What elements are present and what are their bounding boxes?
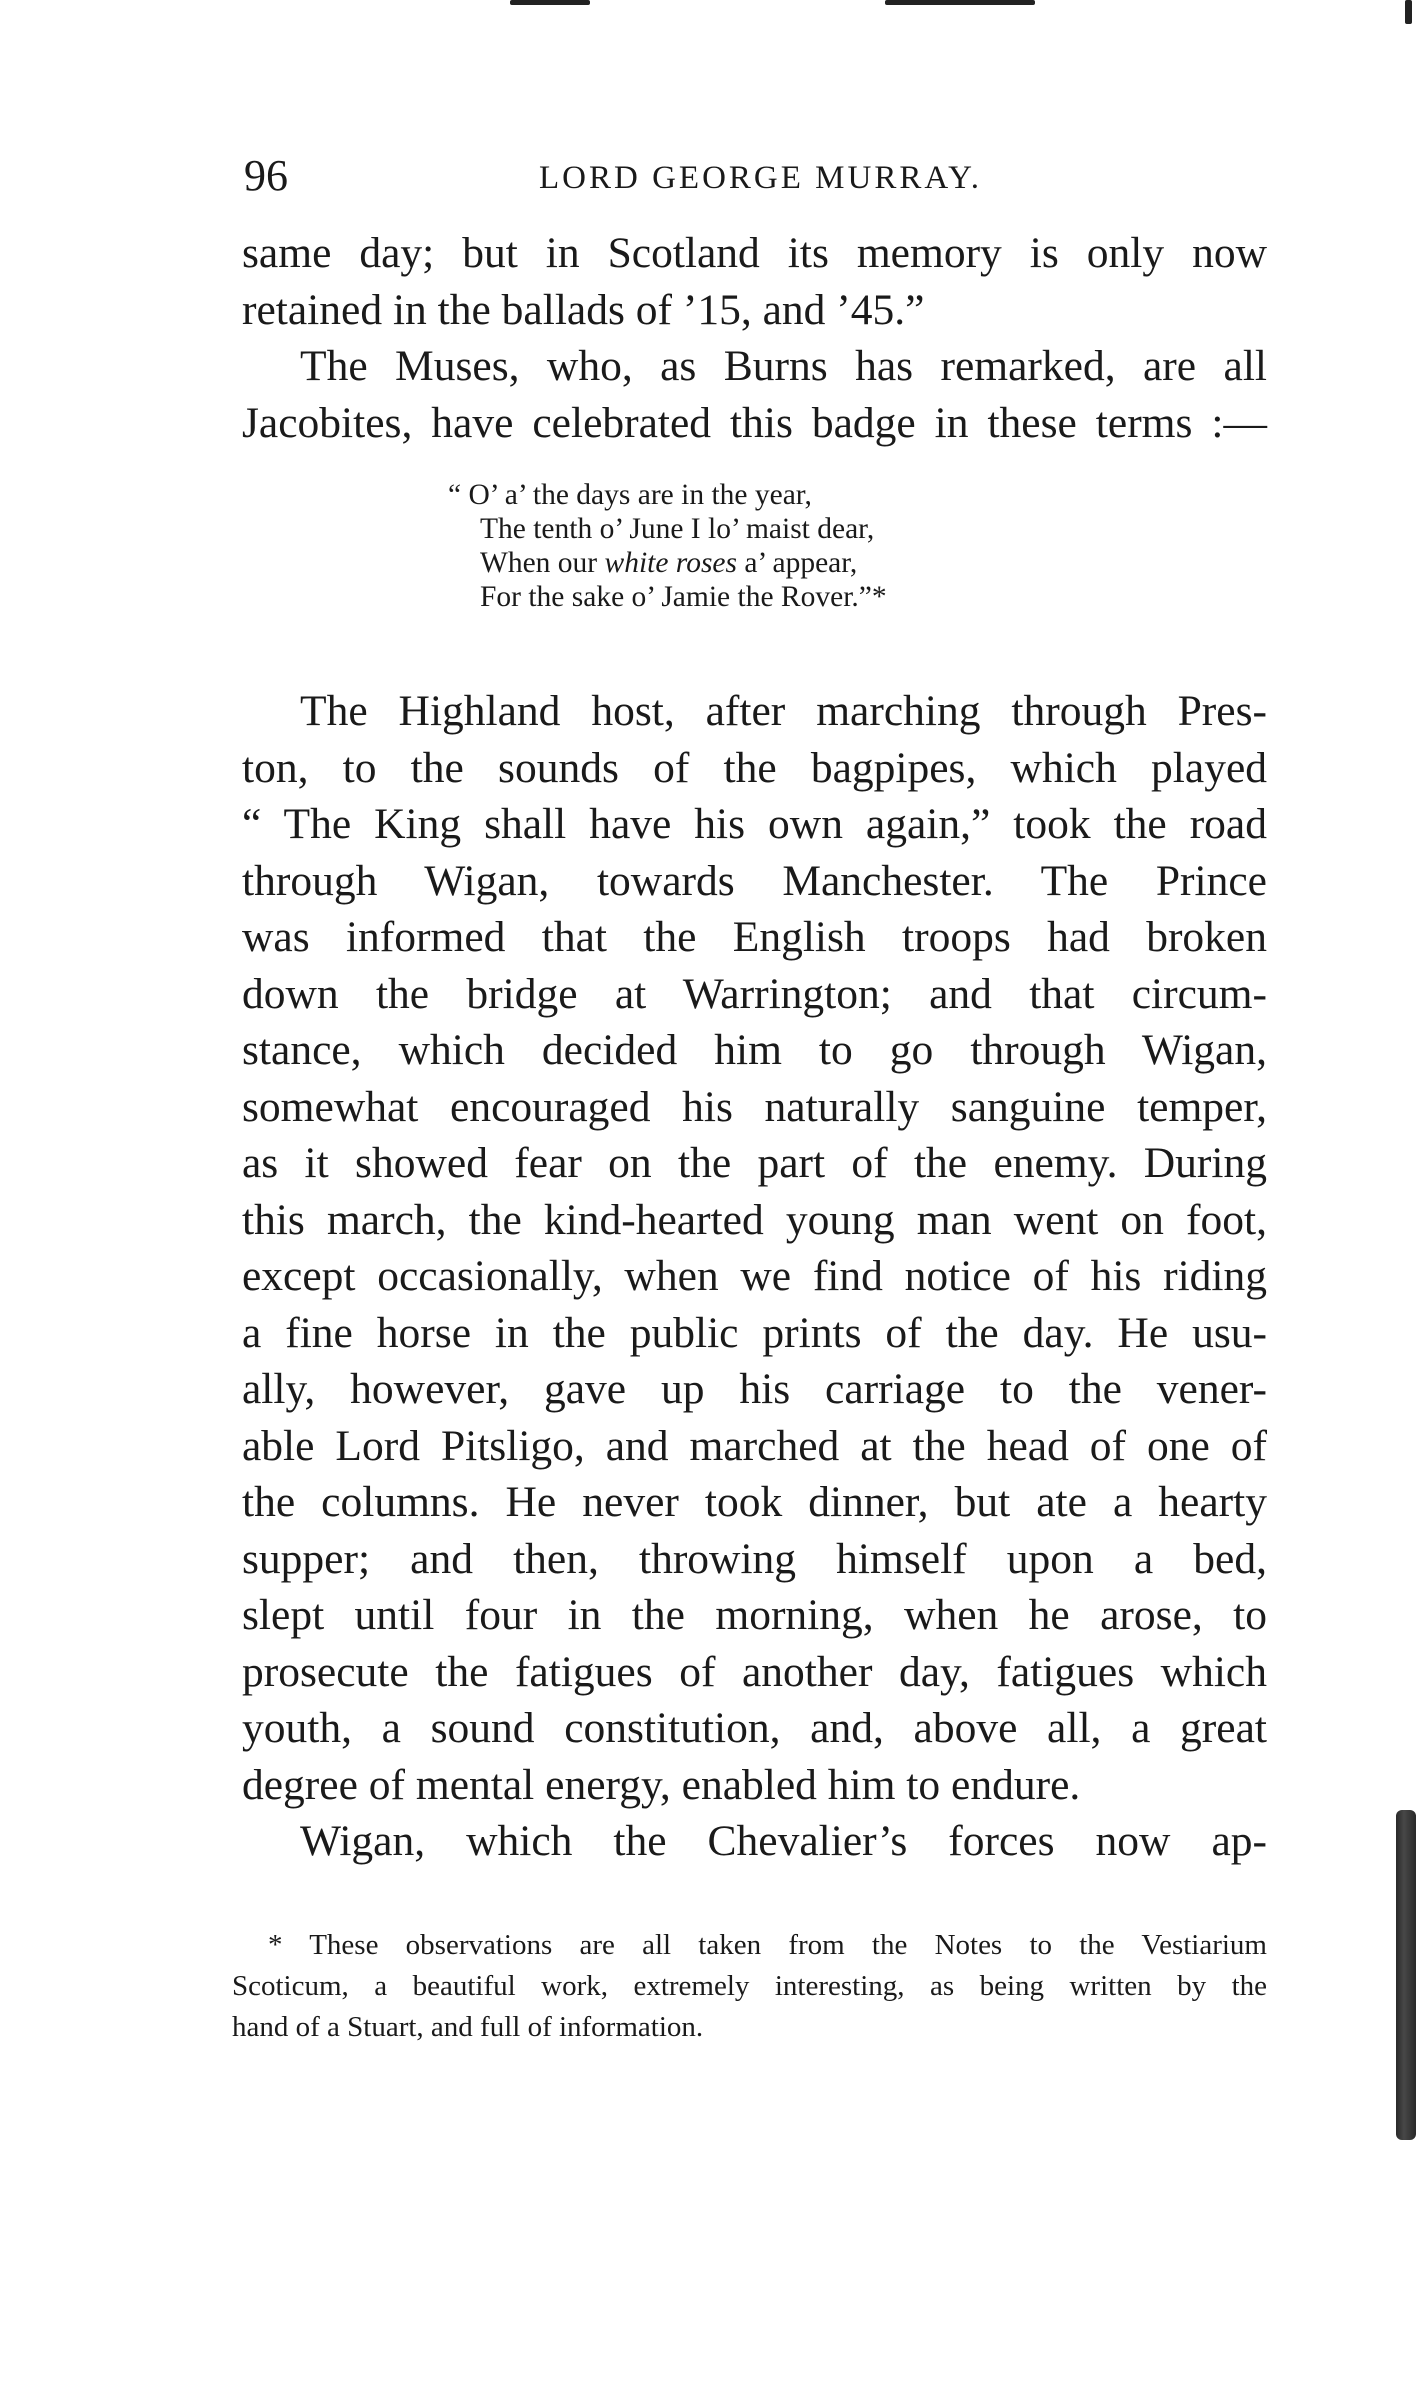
text-line: through Wigan, towards Manchester. The Prince (242, 856, 1267, 905)
text-line: a fine horse in the public prints of the day. He usu- (242, 1308, 1267, 1357)
running-title: LORD GEORGE MURRAY. (539, 160, 982, 196)
text-line: was informed that the English troops had broken (242, 913, 1267, 961)
text-line: degree of mental energy, enabled him to endure. (242, 1760, 1081, 1809)
verse-line: The tenth o’ June I lo’ maist dear, (480, 513, 875, 545)
text-line: supper; and then, throwing himself upon a bed, (242, 1534, 1267, 1583)
footnote-line: * These observations are all taken from the Notes to the Vestiarium (268, 1929, 1267, 1961)
text-line: “ The King shall have his own again,” took the road (242, 800, 1267, 848)
scan-artifact (510, 0, 590, 5)
text-line: youth, a sound constitution, and, above all, a great (242, 1704, 1267, 1752)
text-line: somewhat encouraged his naturally sanguine temper, (242, 1082, 1267, 1131)
scan-artifact (885, 0, 1035, 5)
text-line: stance, which decided him to go through Wigan, (242, 1026, 1267, 1074)
opening-paragraphs (242, 225, 1267, 451)
footnote (232, 1925, 1267, 2048)
text-line: ton, to the sounds of the bagpipes, which played (242, 743, 1267, 792)
text-line: the columns. He never took dinner, but ate a hearty (242, 1478, 1267, 1526)
text-line: down the bridge at Warrington; and that circum- (242, 969, 1267, 1018)
text-line: as it showed fear on the part of the enemy. During (242, 1139, 1267, 1187)
text-line: same day; but in Scotland its memory is only now (242, 229, 1267, 277)
verse-text: a’ appear, (737, 547, 858, 579)
text-line: able Lord Pitsligo, and marched at the head of one of (242, 1421, 1267, 1470)
verse-text: When our (480, 547, 605, 579)
verse-quotation (448, 478, 1068, 614)
verse-italic-text: white roses (604, 547, 737, 579)
verse-line (448, 546, 1068, 580)
text-line: slept until four in the morning, when he arose, to (242, 1591, 1267, 1639)
text-line: The Muses, who, as Burns has remarked, are all (300, 342, 1267, 390)
text-line: except occasionally, when we find notice of his riding (242, 1252, 1267, 1300)
verse-line: “ O’ a’ the days are in the year, (448, 479, 812, 511)
scan-artifact (1405, 0, 1412, 24)
text-line: Wigan, which the Chevalier’s forces now ap- (300, 1817, 1267, 1865)
running-head (244, 150, 1264, 210)
footnote-line: Scoticum, a beautiful work, extremely interesting, as being written by the (232, 1970, 1267, 2002)
text-line: Jacobites, have celebrated this badge in these terms :— (242, 398, 1267, 447)
scan-edge-shadow (1396, 1810, 1416, 2140)
text-line: The Highland host, after marching through Pres- (300, 687, 1267, 735)
main-paragraph (242, 683, 1267, 1870)
verse-line: For the sake o’ Jamie the Rover.”* (480, 581, 887, 613)
text-line: ally, however, gave up his carriage to the vener- (242, 1365, 1267, 1413)
page-number: 96 (244, 151, 288, 200)
text-line: retained in the ballads of ’15, and ’45.” (242, 285, 925, 334)
text-line: prosecute the fatigues of another day, fatigues which (242, 1647, 1267, 1696)
text-line: this march, the kind-hearted young man went on foot, (242, 1195, 1267, 1244)
footnote-line: hand of a Stuart, and full of information. (232, 2011, 704, 2043)
